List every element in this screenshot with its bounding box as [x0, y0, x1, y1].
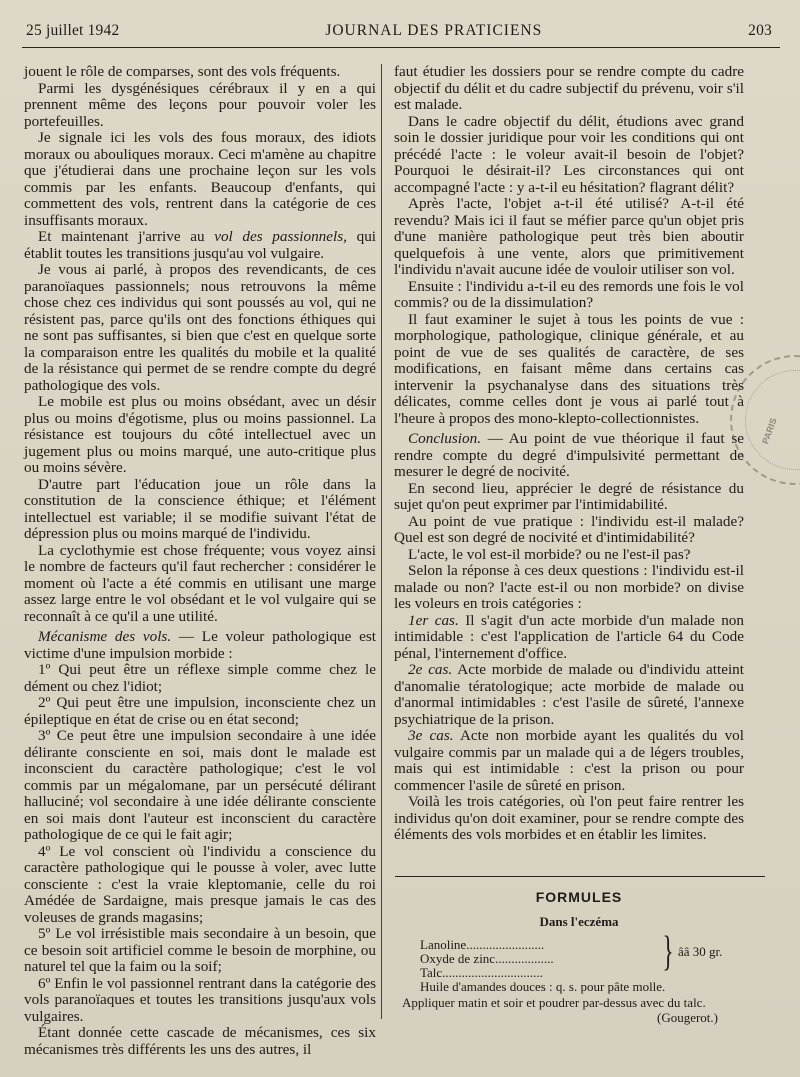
header-journal-title: JOURNAL DES PRATICIENS: [325, 22, 543, 39]
paragraph: faut étudier les dossiers pour se rendre compte du cadre objectif du délit et du cadre subjectif du prévenu, voir s'il est malade.: [394, 63, 744, 113]
formules-note: Huile d'amandes douces : q. s. pour pâte molle.: [420, 979, 666, 994]
case-label: 2e cas.: [408, 661, 453, 678]
library-stamp-text: PARIS: [760, 416, 779, 446]
brace-icon: }: [662, 929, 674, 975]
formules-subtitle: Dans l'eczéma: [539, 913, 619, 929]
paragraph: Selon la réponse à ces deux questions : l'individu est-il malade ou non? l'acte est-il ou non morbide? on divise les voleurs en trois catégories :: [394, 562, 744, 612]
ingredient: Oxyde de zinc..................: [420, 951, 554, 966]
page-header: [26, 22, 772, 44]
conclusion-text: — Au point de vue théorique il faut se rendre compte du degré d'impulsivité permettant de mesurer le degré de nocivité.: [394, 430, 745, 480]
formules-signature: (Gougerot.): [656, 1010, 718, 1025]
list-item: 1º Qui peut être un réflexe simple comme chez le dément ou chez l'idiot;: [24, 661, 376, 695]
conclusion-heading: Conclusion.: [408, 430, 481, 447]
paragraph: Parmi les dysgénésiques cérébraux il y en a qui prennent même des leçons pour pouvoir voler les portefeuilles.: [24, 79, 376, 130]
paragraph: Il faut examiner le sujet à tous les points de vue : morphologique, pathologique, clinique générale, et au point de vue de ses qualités de caractère, de ses modifications, en faisant même dans certains cas intervenir la psychanalyse dans des situations très délicates, comme celles dont je vous ai parlé tout à l'heure à propos des mono-klepto-collectionnistes.: [394, 310, 744, 427]
formules-title: FORMULES: [535, 889, 623, 905]
paragraph: Au point de vue pratique : l'individu est-il malade? Quel est son degré de nocivité et d'intimidabilité?: [394, 512, 744, 546]
passionnel-italic: vol des passionnels,: [214, 228, 347, 245]
header-rule: [22, 47, 780, 48]
header-date: 25 juillet 1942: [26, 22, 120, 39]
ingredient-list: [420, 929, 764, 980]
header-page-number: 203: [748, 22, 772, 39]
paragraph-mecanisme: [24, 629, 376, 662]
paragraph: La cyclothymie est chose fréquente; vous voyez ainsi le nombre de facteurs qu'il faut rechercher : considérer le moment où l'acte a été commis en utilisant une marge assez large entre le vol obsédant et le vol vulgaire qui se reconnaît à ce qu'il a une utilité.: [24, 541, 376, 625]
paragraph: Je vous ai parlé, à propos des revendicants, de ces paranoïaques passionnels; nous retrouvons la même chose chez ces individus qui sont poussés au vol, qui ne résistent pas, parce qu'ils ont des fonctions éthiques qui ne sont pas suffisantes, si bien que c'est en quelque sorte la comparaison entre les qualités du mobile et la qualité de la résistance qui permet de se rendre compte du degré pathologique des vols.: [24, 261, 376, 394]
formules-rule: [395, 876, 765, 877]
paragraph: Dans le cadre objectif du délit, étudions avec grand soin le dossier juridique pour voir les conditions qui ont précédé l'acte : le voleur avait-il besoin de l'objet? Pourquoi le désirait-il? Les circonstances qui ont accompagné l'acte : y a-t-il eu hésitation? flagrant délit?: [394, 112, 744, 196]
paragraph: jouent le rôle de comparses, sont des vols fréquents.: [24, 63, 341, 80]
paragraph: En second lieu, apprécier le degré de résistance du sujet qu'on peut exprimer par l'intimidabilité.: [394, 479, 744, 513]
paragraph: Ensuite : l'individu a-t-il eu des remords une fois le vol commis? ou de la dissimulation?: [394, 277, 744, 311]
case-text: Acte non morbide ayant les qualités du vol vulgaire commis par un malade qui a de légers troubles, mais qui est intimidable : c'est la prison ou pour commencer l'asile de sûreté en prison.: [394, 727, 744, 794]
column-divider: [381, 64, 382, 1019]
paragraph: Après l'acte, l'objet a-t-il été utilisé? A-t-il été revendu? Mais ici il faut se méfier parce qu'un objet pris d'une manière pathologique peut très bien aboutir quelquefois à une vente, alors que primitivement l'individu n'avait aucune idée de vouloir utiliser son vol.: [394, 195, 744, 278]
paragraph: Le mobile est plus ou moins obsédant, avec un désir plus ou moins d'égotisme, plus ou moins passionnel. La résistance est toujours du côté intellectuel avec un jugement plus ou moins marqué, une auto-critique plus ou moins sévère.: [24, 393, 376, 476]
formules-application: Appliquer matin et soir et poudrer par-dessus avec du talc.: [402, 994, 706, 1010]
right-column: [394, 64, 744, 844]
mecanisme-text: — Le voleur pathologique est victime d'une impulsion morbide :: [24, 628, 376, 662]
case-label: 1er cas.: [408, 611, 459, 629]
ingredient: Talc...............................: [420, 965, 543, 980]
list-item: 5º Le vol irrésistible mais secondaire à un besoin, que ce besoin soit artificiel comme le besoin de morphine, ou naturel tel que la faim ou la soif;: [24, 925, 376, 975]
paragraph: L'acte, le vol est-il morbide? ou ne l'est-il pas?: [408, 545, 691, 563]
left-column: [24, 64, 376, 1058]
case-label: 3e cas.: [408, 727, 454, 744]
paragraph-conclusion: [394, 431, 744, 481]
formules-box: [394, 890, 764, 1026]
mecanisme-heading: Mécanisme des vols.: [38, 628, 172, 645]
case-paragraph: [394, 613, 744, 663]
paragraph: Étant donnée cette cascade de mécanismes, ces six mécanismes très différents les uns des autres, il: [24, 1024, 376, 1058]
ingredient-dose: ââ 30 gr.: [678, 944, 723, 959]
case-text: Acte morbide de malade ou d'individu atteint d'anomalie tératologique; acte morbide de malade ou d'anormal intimidables : c'est l'asile de sûreté, l'annexe psychiatrique de la prison.: [394, 661, 744, 728]
passionnel-tail: qui établit toutes les transitions jusqu'au vol vulgaire.: [24, 228, 377, 262]
ingredient: Lanoline........................: [420, 937, 545, 952]
paragraph: Je signale ici les vols des fous moraux, des idiots moraux ou abouliques moraux. Ceci m'amène au chapitre que j'étudierai dans une prochaine leçon sur les vols commis par les enfants. Beaucoup d'enfants, qui commettent des vols, rentrent dans la catégorie de ces insuffisants moraux.: [24, 129, 376, 229]
list-item: 3º Ce peut être une impulsion secondaire à une idée délirante consciente en soi, mais dont le malade est inconscient du caractère pathologique; c'est le vol commis par un mégalomane, par un persécuté délirant halluciné; vol secondaire à une idée délirante consciente en soi mais dont l'auteur est inconscient du caractère pathologique de ce qui le fait agir;: [24, 727, 376, 843]
case-text: Il s'agit d'un acte morbide d'un malade non intimidable : c'est l'application de l'article 64 du Code pénal, l'internement d'office.: [394, 611, 744, 662]
paragraph: Voilà les trois catégories, où l'on peut faire rentrer les individus qu'on doit examiner, pour se rendre compte des éléments des vols morbides et en établir les limites.: [394, 793, 744, 843]
case-paragraph: [394, 728, 744, 794]
paragraph: D'autre part l'éducation joue un rôle dans la constitution de la conscience éthique; et l'élément intellectuel est variable; il se modifie suivant l'état de dépression plus ou moins marqué de l'individu.: [24, 475, 376, 542]
paragraph-vol-passionnels: [24, 229, 376, 262]
list-item: 4º Le vol conscient où l'individu a conscience du caractère pathologique qui le pousse à voler, avec lutte consciente : c'est la vraie kleptomanie, celle du roi Amédée de Sardaigne, mais presque jamais le cas des voleuses de grands magasins;: [24, 842, 376, 926]
list-item: 6º Enfin le vol passionnel rentrant dans la catégorie des vols paranoïaques et toutes les transitions jusqu'aux vols vulgaires.: [24, 974, 376, 1025]
case-paragraph: [394, 662, 744, 728]
list-item: 2º Qui peut être une impulsion, inconsciente chez un épileptique en état de crise ou en état second;: [24, 694, 376, 728]
passionnel-lead: Et maintenant j'arrive au: [38, 228, 205, 245]
